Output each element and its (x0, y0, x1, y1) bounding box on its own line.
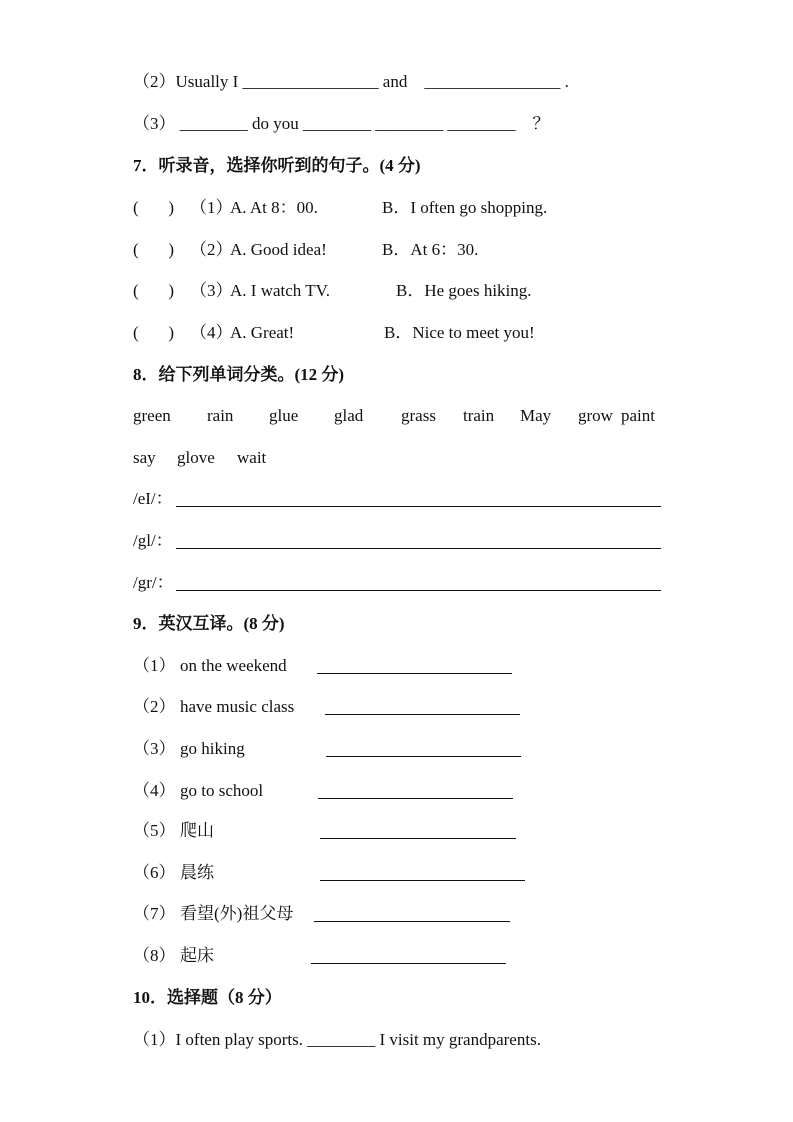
answer-bracket: ( ) (133, 240, 175, 259)
option-a: A. At 8：00. (230, 198, 318, 217)
answer-bracket: ( ) (133, 323, 175, 342)
word: rain (207, 406, 234, 425)
section-7-heading: 7．听录音，选择你听到的句子。(4 分) (133, 156, 421, 175)
item-number: （4） (133, 781, 176, 800)
category-label: /gl/： (133, 531, 173, 550)
answer-blank[interactable] (176, 506, 661, 507)
word: train (463, 406, 495, 425)
item-text: 起床 (180, 946, 214, 965)
item-number: （3） (190, 281, 233, 300)
section-8-heading: 8．给下列单词分类。(12 分) (133, 365, 345, 384)
category-label: /gr/： (133, 573, 174, 592)
answer-blank[interactable] (311, 963, 506, 964)
answer-bracket: ( ) (133, 281, 175, 300)
answer-blank[interactable] (317, 673, 512, 674)
answer-blank[interactable] (326, 756, 521, 757)
option-b: B．He goes hiking. (396, 281, 532, 300)
item-number: （4） (190, 323, 233, 342)
item-text: 晨练 (180, 863, 214, 882)
option-b: B．I often go shopping. (382, 198, 548, 217)
question-1: （1）I often play sports. ________ I visit my grandparents. (133, 1030, 541, 1049)
item-number: （2） (190, 240, 233, 259)
section-9-heading: 9．英汉互译。(8 分) (133, 614, 285, 633)
answer-blank[interactable] (320, 880, 525, 881)
item-number: （2） (133, 697, 176, 716)
answer-blank[interactable] (325, 714, 520, 715)
option-a: A. Good idea! (230, 240, 327, 259)
item-number: （1） (133, 656, 176, 675)
item-number: （5） (133, 821, 176, 840)
word: May (520, 406, 552, 425)
word: paint (621, 406, 655, 425)
item-number: （6） (133, 863, 176, 882)
word: wait (237, 448, 267, 467)
word: grass (401, 406, 436, 425)
item-number: （1） (190, 198, 233, 217)
word: glad (334, 406, 364, 425)
item-text: 看望(外)祖父母 (180, 904, 294, 923)
word: grow (578, 406, 613, 425)
item-text: go hiking (180, 739, 245, 758)
section-10-heading: 10．选择题（8 分） (133, 988, 282, 1007)
item-text: on the weekend (180, 656, 287, 675)
item-text: go to school (180, 781, 264, 800)
word: green (133, 406, 171, 425)
item-text: 爬山 (180, 821, 214, 840)
word: say (133, 448, 156, 467)
option-a: A. I watch TV. (230, 281, 330, 300)
answer-blank[interactable] (314, 921, 510, 922)
answer-blank[interactable] (176, 590, 661, 591)
word: glove (177, 448, 215, 467)
fill-in-line-2: （2）Usually I ________________ and ________________ . (133, 72, 569, 91)
option-b: B．Nice to meet you! (384, 323, 535, 342)
item-number: （8） (133, 946, 176, 965)
item-text: have music class (180, 697, 295, 716)
answer-blank[interactable] (176, 548, 661, 549)
word: glue (269, 406, 299, 425)
option-a: A. Great! (230, 323, 295, 342)
answer-blank[interactable] (318, 798, 513, 799)
item-number: （7） (133, 904, 176, 923)
item-number: （3） (133, 739, 176, 758)
category-label: /eI/： (133, 489, 173, 508)
fill-in-line-3: （3） ________ do you ________ ________ ________ ？ (133, 114, 550, 133)
answer-bracket: ( ) (133, 198, 175, 217)
option-b: B．At 6：30. (382, 240, 479, 259)
answer-blank[interactable] (320, 838, 516, 839)
